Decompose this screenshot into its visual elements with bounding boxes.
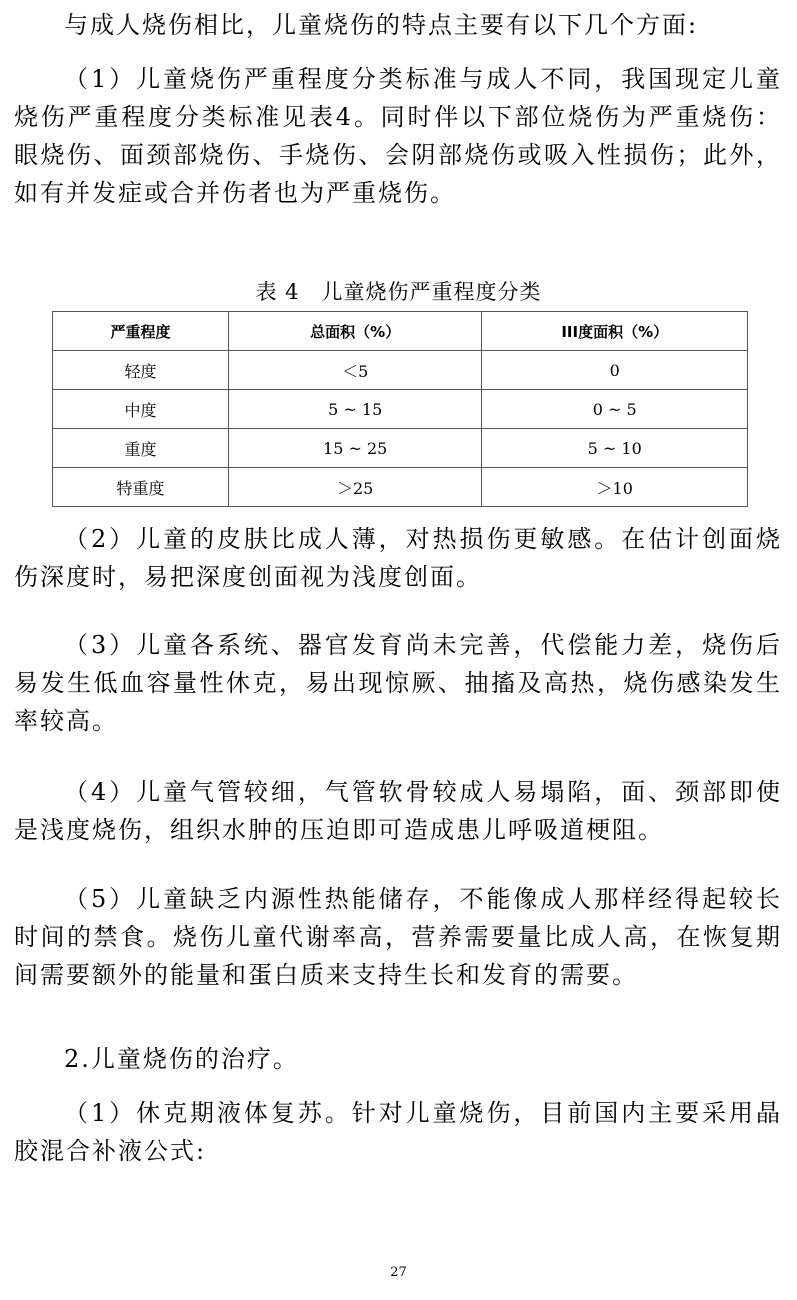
cell-third-degree-area: ＞10	[482, 468, 748, 507]
page-number: 27	[390, 1265, 407, 1280]
point-3-paragraph: （3）儿童各系统、器官发育尚未完善，代偿能力差，烧伤后易发生低血容量性休克，易出现惊厥、抽搐及高热，烧伤感染发生率较高。	[14, 631, 782, 735]
point-4-paragraph: （4）儿童气管较细，气管软骨较成人易塌陷，面、颈部即使是浅度烧伤，组织水肿的压迫即可造成患儿呼吸道梗阻。	[14, 778, 782, 844]
cell-third-degree-area: 0 ~ 5	[482, 390, 748, 429]
cell-total-area: ＞25	[228, 468, 482, 507]
table-caption: 表 4 儿童烧伤严重程度分类	[255, 280, 542, 304]
cell-total-area: ＜5	[228, 351, 482, 390]
table-row	[53, 351, 748, 390]
point-5-paragraph: （5）儿童缺乏内源性热能储存，不能像成人那样经得起较长时间的禁食。烧伤儿童代谢率高，营养需要量比成人高，在恢复期间需要额外的能量和蛋白质来支持生长和发育的需要。	[14, 885, 782, 989]
intro-paragraph: 与成人烧伤相比，儿童烧伤的特点主要有以下几个方面:	[64, 11, 699, 39]
header-severity: 严重程度	[53, 312, 229, 351]
cell-total-area: 15 ~ 25	[228, 429, 482, 468]
cell-severity: 重度	[53, 429, 229, 468]
table-row	[53, 390, 748, 429]
cell-total-area: 5 ~ 15	[228, 390, 482, 429]
cell-severity: 轻度	[53, 351, 229, 390]
cell-severity: 特重度	[53, 468, 229, 507]
point-1-paragraph: （1）儿童烧伤严重程度分类标准与成人不同，我国现定儿童烧伤严重程度分类标准见表4。同时伴以下部位烧伤为严重烧伤：眼烧伤、面颈部烧伤、手烧伤、会阴部烧伤或吸入性损伤；此外，如有并发症或合并伤者也为严重烧伤。	[14, 65, 782, 207]
point-2-paragraph: （2）儿童的皮肤比成人薄，对热损伤更敏感。在估计创面烧伤深度时，易把深度创面视为浅度创面。	[14, 525, 782, 591]
header-total-area: 总面积（%）	[228, 312, 482, 351]
header-third-degree-area: III度面积（%）	[482, 312, 748, 351]
cell-third-degree-area: 5 ~ 10	[482, 429, 748, 468]
table-header-row	[53, 312, 748, 351]
table-row	[53, 429, 748, 468]
treatment-1-paragraph: （1）休克期液体复苏。针对儿童烧伤，目前国内主要采用晶胶混合补液公式:	[14, 1099, 782, 1165]
section-2-heading: 2.儿童烧伤的治疗。	[64, 1045, 299, 1073]
cell-third-degree-area: 0	[482, 351, 748, 390]
burn-severity-table	[52, 311, 748, 507]
cell-severity: 中度	[53, 390, 229, 429]
table-row	[53, 468, 748, 507]
